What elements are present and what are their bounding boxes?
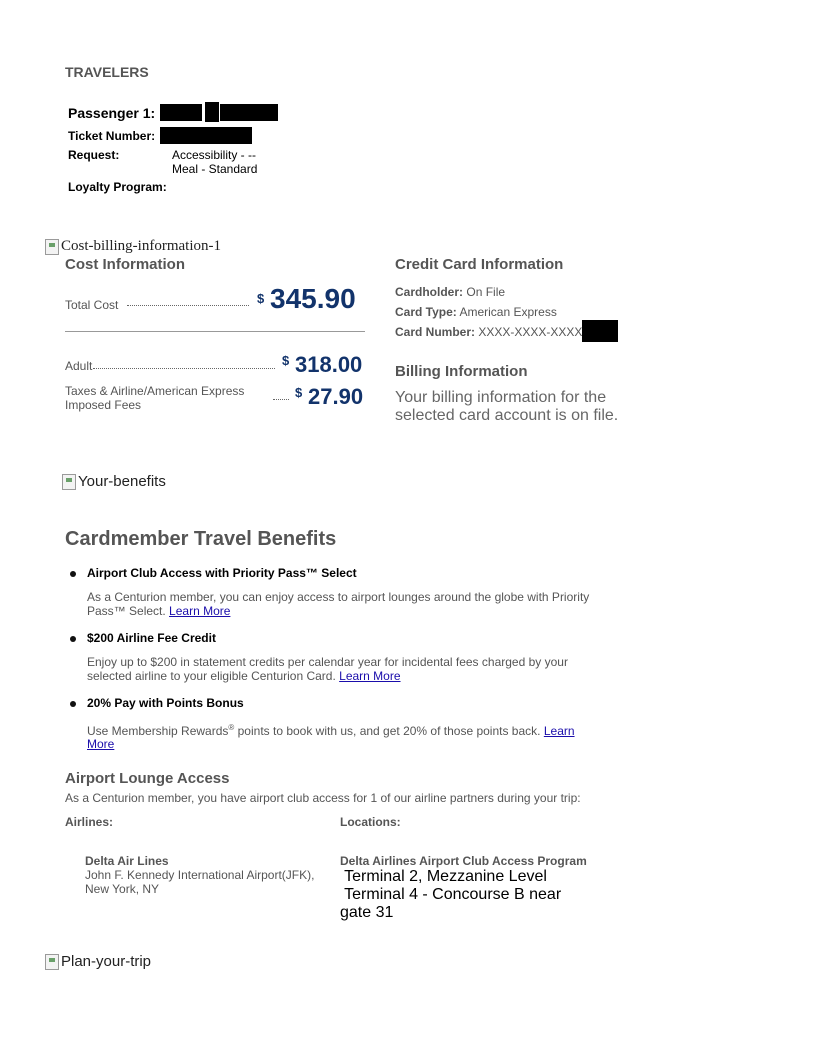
- ticket-number-label: Ticket Number:: [68, 129, 156, 143]
- credit-card-heading: Credit Card Information: [395, 256, 564, 273]
- taxes-value: 27.90: [308, 384, 364, 409]
- taxes-currency: $: [295, 385, 303, 400]
- card-number-value: XXXX-XXXX-XXXX: [478, 325, 583, 339]
- plan-your-trip-image-alt: Plan-your-trip: [61, 953, 152, 970]
- benefit-title: Airport Club Access with Priority Pass™ Select: [87, 566, 357, 580]
- benefit-description: Enjoy up to $200 in statement credits per calendar year for incidental fees charged by your: [87, 655, 568, 669]
- learn-more-link[interactable]: Learn: [543, 724, 575, 738]
- your-benefits-image: [62, 473, 166, 490]
- card-number-redacted: [582, 320, 618, 342]
- cardholder-label: Cardholder:: [395, 285, 464, 299]
- passenger-label: Passenger 1:: [68, 105, 156, 121]
- cost-billing-image-alt: Cost-billing-information-1: [61, 238, 221, 254]
- total-cost-currency: $: [257, 291, 265, 306]
- benefit-description-text: selected airline to your eligible Centurion Card.: [87, 669, 336, 683]
- ticket-number-redacted: [160, 127, 252, 144]
- cost-divider: [65, 331, 365, 332]
- learn-more-link[interactable]: Learn More: [339, 669, 401, 683]
- your-benefits-image-alt: Your-benefits: [78, 473, 166, 490]
- passenger-name-redacted: [160, 104, 202, 121]
- learn-more-link-continued[interactable]: More: [87, 737, 115, 751]
- billing-text-line2: selected card account is on file.: [395, 407, 619, 424]
- lounge-heading: Airport Lounge Access: [65, 770, 230, 787]
- travelers-heading: TRAVELERS: [65, 64, 149, 80]
- request-label: Request:: [68, 148, 120, 162]
- cardholder-value: On File: [466, 285, 506, 299]
- billing-heading: Billing Information: [395, 363, 528, 380]
- location-line: Terminal 4 - Concourse B near: [340, 886, 562, 903]
- billing-text-line1: Your billing information for the: [395, 389, 607, 406]
- adult-label: Adult: [65, 359, 93, 373]
- benefit-bullet: [70, 571, 76, 577]
- airline-name: Delta Air Lines: [85, 854, 169, 868]
- benefit-title: 20% Pay with Points Bonus: [87, 696, 244, 710]
- request-meal: Meal - Standard: [172, 162, 258, 176]
- plan-your-trip-image: [45, 953, 151, 970]
- benefit-description: As a Centurion member, you can enjoy access to airport lounges around the globe with Priority: [87, 590, 590, 604]
- card-number-label: Card Number:: [395, 325, 476, 339]
- airport-line1: John F. Kennedy International Airport(JFK),: [85, 868, 315, 882]
- card-type-row: [395, 305, 557, 319]
- loyalty-program-label: Loyalty Program:: [68, 180, 167, 194]
- locations-label: Locations:: [340, 815, 401, 829]
- passenger-name-redacted-2: [205, 102, 219, 122]
- learn-more-link[interactable]: Learn More: [169, 604, 231, 618]
- benefit-bullet: [70, 701, 76, 707]
- adult-value: 318.00: [295, 352, 363, 377]
- total-cost-label: Total Cost: [65, 298, 119, 312]
- benefit-description-text: Use Membership Rewards: [87, 724, 229, 738]
- location-line: gate 31: [340, 904, 394, 921]
- benefit-description-text: Pass™ Select.: [87, 604, 166, 618]
- card-type-value: American Express: [459, 305, 557, 319]
- cost-billing-image: [45, 238, 221, 255]
- taxes-label-line2: Imposed Fees: [65, 398, 142, 412]
- request-accessibility: Accessibility - --: [172, 148, 257, 162]
- broken-image-icon: [45, 239, 59, 255]
- airlines-label: Airlines:: [65, 815, 114, 829]
- registered-mark: ®: [228, 723, 235, 732]
- benefit-description-line2: [87, 604, 230, 618]
- total-cost-leader: [127, 305, 249, 306]
- airport-line2: New York, NY: [85, 882, 160, 896]
- total-cost-value: 345.90: [270, 283, 356, 314]
- benefit-description: [87, 723, 575, 738]
- passenger-name-redacted-3: [220, 104, 278, 121]
- benefit-description-text-2: points to book with us, and get 20% of those points back.: [234, 724, 541, 738]
- card-type-label: Card Type:: [395, 305, 457, 319]
- card-number-row: [395, 325, 582, 339]
- location-line: Terminal 2, Mezzanine Level: [340, 868, 547, 885]
- cardholder-row: [395, 285, 505, 299]
- program-name: Delta Airlines Airport Club Access Program: [340, 854, 587, 868]
- adult-currency: $: [282, 353, 290, 368]
- taxes-label-line1: Taxes & Airline/American Express: [65, 384, 245, 398]
- benefits-heading: Cardmember Travel Benefits: [65, 528, 337, 550]
- benefit-description-line2: [87, 669, 401, 683]
- adult-leader: [93, 368, 275, 369]
- broken-image-icon: [62, 474, 76, 490]
- broken-image-icon: [45, 954, 59, 970]
- benefit-title: $200 Airline Fee Credit: [87, 631, 216, 645]
- lounge-intro: As a Centurion member, you have airport club access for 1 of our airline partners during your trip:: [65, 791, 581, 805]
- benefit-bullet: [70, 636, 76, 642]
- taxes-leader: [273, 399, 289, 400]
- cost-information-heading: Cost Information: [65, 256, 185, 273]
